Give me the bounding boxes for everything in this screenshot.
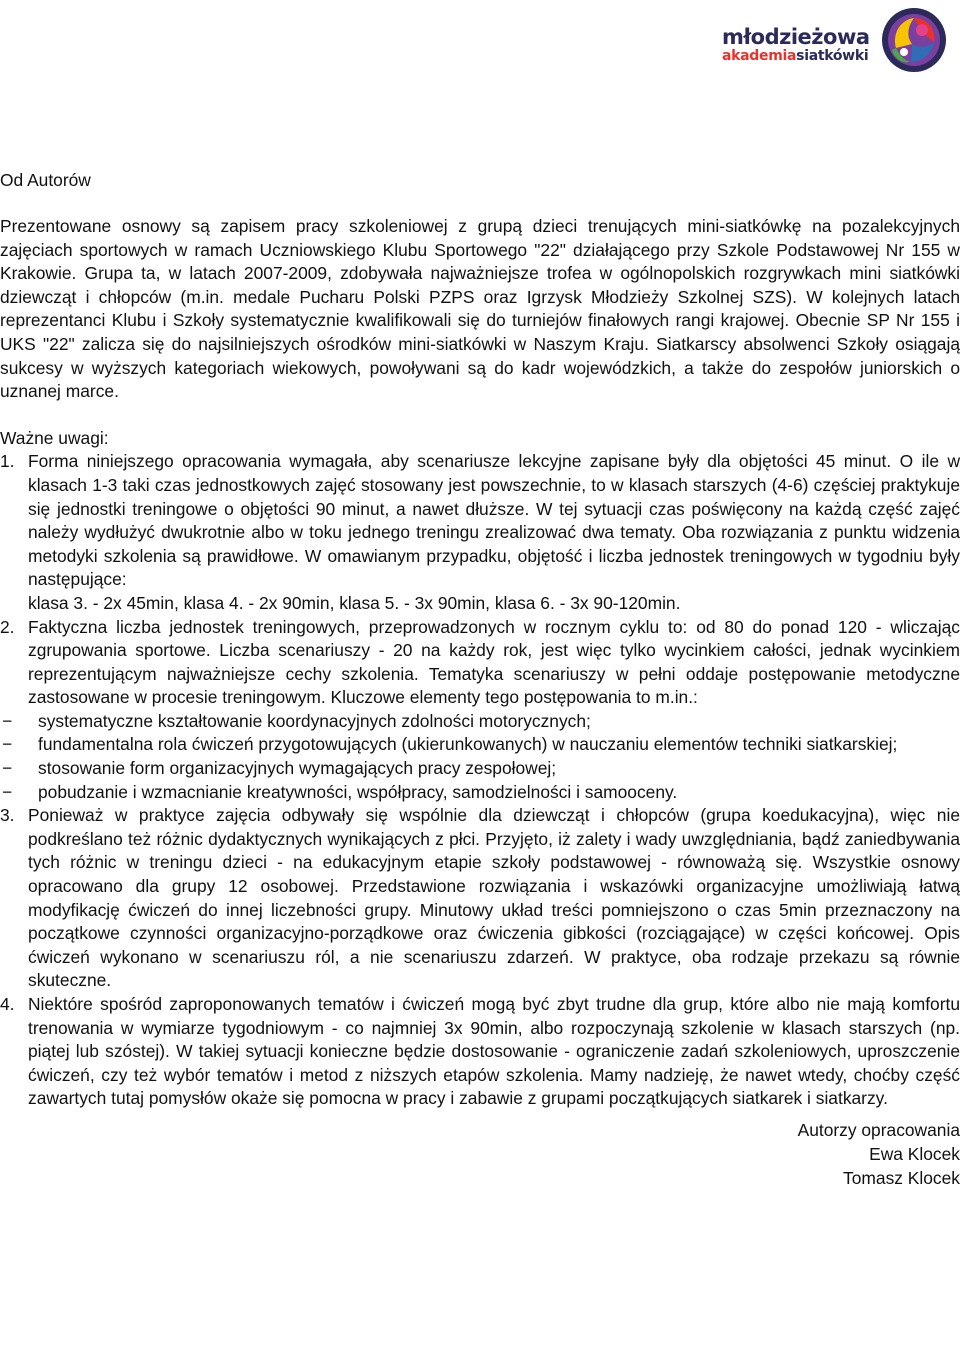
note-extra: klasa 3. - 2x 45min, klasa 4. - 2x 90min, klasa 5. - 3x 90min, klasa 6. - 3x 90-120min. [28, 592, 681, 613]
note-item-1 [0, 450, 960, 615]
note-item-2 [0, 616, 960, 805]
list-item-text: fundamentalna rola ćwiczeń przygotowujących (ukierunkowanych) w nauczaniu elementów techniki siatkarskiej; [38, 734, 898, 755]
note-item-4 [0, 993, 960, 1111]
notes-list [0, 450, 960, 1111]
note-number: 3. [0, 805, 15, 826]
note-number: 1. [0, 451, 15, 472]
logo-line-2-dark: siatkówki [796, 48, 869, 64]
signature-line-author-2: Tomasz Klocek [843, 1168, 960, 1188]
brand-logo [722, 4, 948, 76]
list-item [0, 781, 960, 805]
dash-icon: − [2, 781, 13, 802]
list-item [0, 710, 960, 734]
colorful-hands-logo-icon [878, 4, 948, 76]
note-text: Ponieważ w praktyce zajęcia odbywały się wspólnie dla dziewcząt i chłopców (grupa koedukacyjna), więc nie podkreślano też różnic dydaktycznych wynikających z płci. Przyjęto, iż zalety i wady uwzględniania, bądź zaniedbywania tych różnic w treningu dzieci - na edukacyjnym etapie szkoły podstawowej - równoważą się. Wszystkie osnowy opracowano dla grupy 12 osobowej. Przedstawione rozwiązania i wskazówki organizacyjne umożliwiają łatwą modyfikację ćwiczeń do innej liczebności grupy. Minutowy układ treści pomniejszono o czas 5min przeznaczony na początkowe czynności organizacyjno-porządkowe oraz ćwiczenia gibkości (rozciągające) w części końcowej. Opis ćwiczeń wykonano w scenariuszu ról, a nie scenariuszu zdarzeń. W praktyce, oba rodzaje przekazu są równie skuteczne. [28, 805, 960, 991]
signature-line-authors: Autorzy opracowania [797, 1120, 960, 1140]
note-number: 4. [0, 994, 15, 1014]
document-body [0, 168, 960, 1111]
list-item-text: systematyczne kształtowanie koordynacyjnych zdolności motorycznych; [38, 710, 591, 731]
logo-line-1: młodzieżowa [722, 25, 870, 49]
list-item [0, 733, 960, 757]
logo-line-2 [722, 48, 870, 64]
bullet-list [2, 710, 960, 804]
dash-icon: − [2, 734, 13, 755]
page-title: Od Autorów [0, 170, 91, 190]
list-item [0, 757, 960, 781]
list-item-text: stosowanie form organizacyjnych wymagających pracy zespołowej; [38, 758, 557, 779]
note-text: Niektóre spośród zaproponowanych tematów i ćwiczeń mogą być zbyt trudne dla grup, które albo nie mają komfortu trenowania w wymiarze tygodniowym - co najmniej 3x 90min, albo rozpoczynają szkolenie w klasach starszych (np. piątej lub szóstej). W takiej sytuacji konieczne będzie dostosowanie - ograniczenie zadań szkoleniowych, uproszczenie ćwiczeń, czy też wybór tematów i metod z niższych etapów szkolenia. Mamy nadzieję, że nawet wtedy, choćby część zawartych tutaj pomysłów okaże się pomocna w pracy i zabawie z grupami początkujących siatkarek i siatkarzy. [28, 994, 960, 1109]
intro-paragraph: Prezentowane osnowy są zapisem pracy szkoleniowej z grupą dzieci trenujących mini-siatkówkę na pozalekcyjnych zajęciach sportowych w ramach Uczniowskiego Klubu Sportowego "22" działającego przy Szkole Podstawowej Nr 155 w Krakowie. Grupa ta, w latach 2007-2009, zdobywała najważniejsze trofea w ogólnopolskich rozgrywkach mini siatkówki dziewcząt i chłopców (m.in. medale Pucharu Polski PZPS oraz Igrzysk Młodzieży Szkolnej SZS). W kolejnych latach reprezentanci Klubu i Szkoły systematycznie kwalifikowali się do turniejów finałowych rangi krajowej. Obecnie SP Nr 155 i UKS "22" zalicza się do najsilniejszych ośrodków mini-siatkówki w Naszym Kraju. Siatkarscy absolwenci Szkoły osiągają sukcesy w wyższych kategoriach wiekowych, powoływani są do kadr wojewódzkich, a także do zespołów juniorskich o uznanej marce. [0, 216, 960, 402]
logo-line-2-red: akademia [722, 48, 797, 64]
dash-icon: − [2, 758, 13, 779]
note-text: Forma niniejszego opracowania wymagała, aby scenariusze lekcyjne zapisane były dla objętości 45 minut. O ile w klasach 1-3 taki czas jednostkowych zajęć stosowany jest powszechnie, to w klasach starszych (4-6) częściej praktykuje się jednostki treningowe o objętości 90 minut, a nawet dłuższe. W tej sytuacji czas poświęcony na każdą część zajęć należy wydłużyć dwukrotnie albo w toku jednego treningu zrealizować dwa tematy. Oba rozwiązania z punktu widzenia metodyki szkolenia są prawidłowe. W omawianym przypadku, objętość i liczba jednostek treningowych w tygodniu były następujące: [28, 451, 960, 590]
list-item-text: pobudzanie i wzmacnianie kreatywności, współpracy, samodzielności i samooceny. [38, 781, 678, 802]
note-text: Faktyczna liczba jednostek treningowych, przeprowadzonych w rocznym cyklu to: od 80 do ponad 120 - wliczając zgrupowania sportowe. Liczba scenariuszy - 20 na każdy rok, jest więc tylko wycinkiem całości, jednak wycinkiem reprezentującym najważniejsze cechy szkolenia. Tematyka scenariuszy w pełni oddaje postępowanie metodyczne zastosowane w procesie treningowym. Kluczowe elementy tego postępowania to m.in.: [28, 616, 960, 708]
notes-title: Ważne uwagi: [0, 427, 109, 448]
signature-line-author-1: Ewa Klocek [869, 1144, 960, 1164]
logo-wordmark [722, 26, 870, 64]
dash-icon: − [2, 710, 13, 731]
note-number: 2. [0, 616, 15, 637]
signature-block [798, 1118, 960, 1190]
note-item-3 [0, 804, 960, 993]
